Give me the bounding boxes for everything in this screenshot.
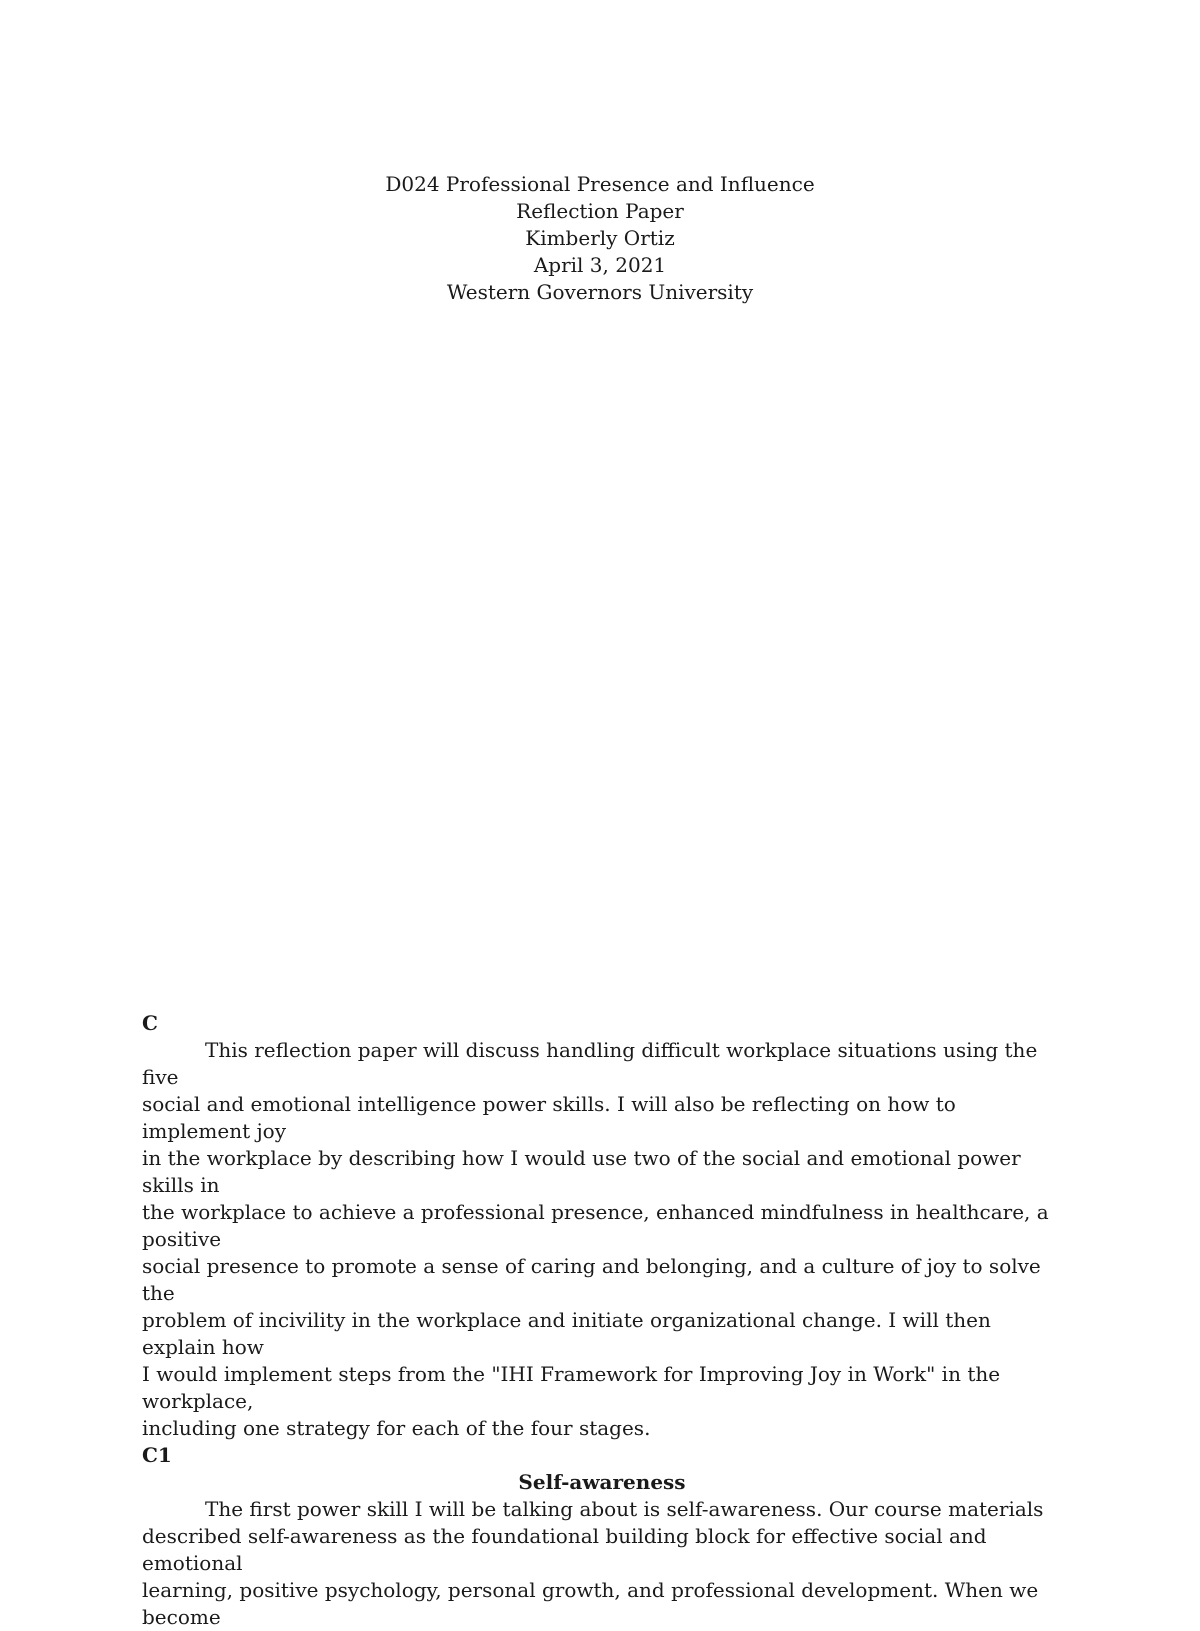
paper-type: Reflection Paper [516, 199, 684, 223]
section-label-c: C [142, 1011, 158, 1035]
section-label-c1: C1 [142, 1443, 172, 1467]
section-c1-paragraph [142, 1496, 1062, 1631]
institution-name: Western Governors University [446, 280, 754, 304]
paper-date: April 3, 2021 [533, 253, 667, 277]
body-text [142, 1010, 1062, 1631]
paragraph-line: the workplace to achieve a professional presence, enhanced mindfulness in healthcare, a positive [142, 1200, 1049, 1251]
paragraph-line: This reflection paper will discuss handling difficult workplace situations using the five [142, 1038, 1038, 1089]
paragraph-line: learning, positive psychology, personal growth, and professional development. When we become [142, 1578, 1039, 1629]
paragraph-line: described self-awareness as the foundational building block for effective social and emotional [142, 1524, 987, 1575]
paragraph-line: problem of incivility in the workplace and initiate organizational change. I will then explain how [142, 1308, 991, 1359]
paragraph-line: including one strategy for each of the four stages. [142, 1416, 651, 1440]
paragraph-line: social and emotional intelligence power skills. I will also be reflecting on how to implement joy [142, 1092, 956, 1143]
author-name: Kimberly Ortiz [525, 226, 675, 250]
course-title: D024 Professional Presence and Influence [385, 172, 815, 196]
paragraph-line: in the workplace by describing how I would use two of the social and emotional power skills in [142, 1146, 1021, 1197]
section-heading-self-awareness: Self-awareness [518, 1470, 686, 1494]
paragraph-line: The first power skill I will be talking about is self-awareness. Our course materials [205, 1497, 1044, 1521]
title-page-block [0, 171, 1200, 306]
paragraph-line: social presence to promote a sense of caring and belonging, and a culture of joy to solve the [142, 1254, 1041, 1305]
paragraph-line: I would implement steps from the "IHI Framework for Improving Joy in Work" in the workplace, [142, 1362, 1001, 1413]
section-c-paragraph [142, 1037, 1062, 1442]
